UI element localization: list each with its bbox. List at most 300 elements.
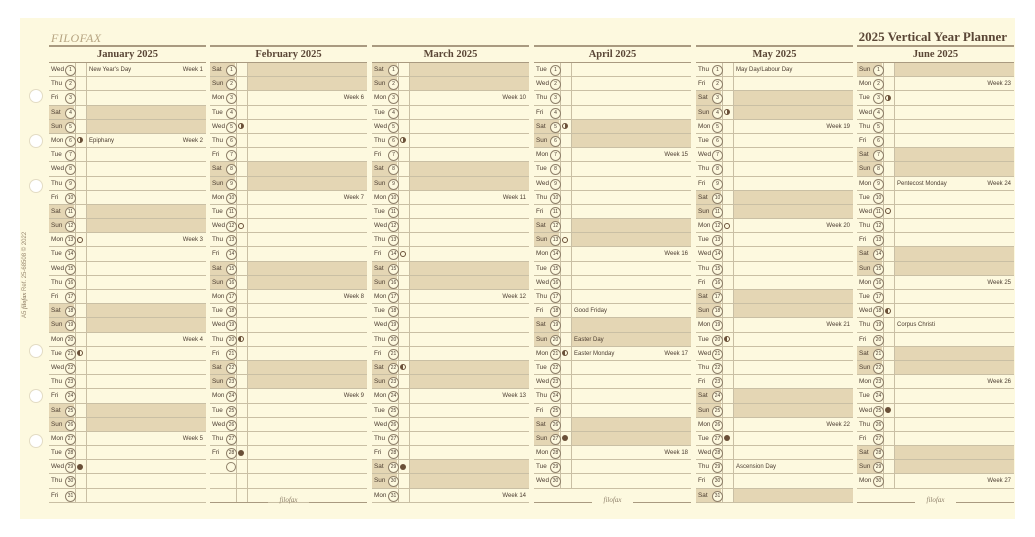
day-row[interactable] [857, 162, 1014, 176]
weekend-shade [571, 318, 691, 331]
column-rule [571, 91, 572, 104]
day-row[interactable] [210, 318, 367, 332]
day-row[interactable] [372, 404, 529, 418]
day-row[interactable] [696, 191, 853, 205]
day-row[interactable] [696, 418, 853, 432]
day-number: 4 [712, 108, 723, 119]
day-row[interactable] [696, 318, 853, 332]
day-row[interactable] [857, 63, 1014, 77]
page-title: 2025 Vertical Year Planner [858, 29, 1007, 44]
day-row[interactable] [534, 134, 691, 148]
day-number: 18 [873, 306, 884, 317]
day-of-week: Fri [536, 406, 544, 414]
week-number: Week 10 [502, 95, 526, 102]
day-number: 29 [873, 462, 884, 473]
day-row[interactable] [372, 106, 529, 120]
day-row[interactable] [210, 162, 367, 176]
column-rule [571, 347, 572, 360]
day-row[interactable] [49, 489, 206, 503]
day-number: 7 [388, 150, 399, 161]
day-row[interactable] [372, 347, 529, 361]
day-row[interactable] [696, 162, 853, 176]
day-row[interactable] [696, 247, 853, 261]
day-of-week: Sun [374, 378, 386, 386]
day-of-week: Fri [51, 193, 59, 201]
day-row[interactable] [857, 191, 1014, 205]
day-row[interactable] [49, 347, 206, 361]
day-row[interactable] [49, 375, 206, 389]
day-row[interactable] [857, 106, 1014, 120]
day-row[interactable] [372, 460, 529, 474]
day-row[interactable] [857, 333, 1014, 347]
column-rule [247, 205, 248, 218]
day-row[interactable] [49, 474, 206, 488]
day-row[interactable] [210, 91, 367, 105]
day-row[interactable] [696, 276, 853, 290]
day-number: 9 [388, 179, 399, 190]
column-rule [409, 446, 410, 459]
holiday-label: New Year's Day [89, 67, 132, 73]
day-row[interactable] [534, 446, 691, 460]
day-number: 3 [65, 93, 76, 104]
day-row[interactable] [857, 304, 1014, 318]
day-of-week: Wed [374, 321, 388, 329]
day-row[interactable] [372, 304, 529, 318]
day-row[interactable] [210, 432, 367, 446]
day-number: 1 [65, 65, 76, 76]
column-rule [247, 318, 248, 331]
column-rule [409, 276, 410, 289]
day-row[interactable] [534, 276, 691, 290]
day-row[interactable] [696, 106, 853, 120]
day-number: 28 [550, 448, 561, 459]
day-row[interactable] [372, 134, 529, 148]
day-row[interactable] [372, 418, 529, 432]
day-of-week: Sun [51, 420, 63, 428]
day-number: 8 [550, 164, 561, 175]
day-number: 29 [388, 462, 399, 473]
binder-hole [29, 434, 43, 448]
column-rule [409, 247, 410, 260]
day-number: 9 [65, 179, 76, 190]
day-row[interactable] [696, 347, 853, 361]
day-row[interactable] [210, 134, 367, 148]
empty-row [210, 474, 367, 488]
day-row[interactable] [696, 233, 853, 247]
moon-phase-icon [562, 435, 568, 441]
day-row[interactable] [696, 63, 853, 77]
day-row[interactable] [49, 404, 206, 418]
day-row[interactable] [696, 219, 853, 233]
column-rule [733, 205, 734, 218]
day-row[interactable] [49, 418, 206, 432]
day-row[interactable] [210, 77, 367, 91]
day-number: 22 [388, 363, 399, 374]
day-row[interactable] [534, 262, 691, 276]
day-row[interactable] [857, 134, 1014, 148]
day-row[interactable] [696, 91, 853, 105]
day-row[interactable] [49, 361, 206, 375]
day-row[interactable] [210, 304, 367, 318]
day-of-week: Sat [51, 108, 61, 116]
day-of-week: Wed [374, 420, 388, 428]
day-row[interactable] [696, 205, 853, 219]
day-row[interactable] [372, 120, 529, 134]
moon-phase-icon [77, 464, 83, 470]
day-row[interactable] [696, 177, 853, 191]
column-rule [894, 162, 895, 175]
day-number: 19 [712, 320, 723, 331]
column-rule [571, 63, 572, 76]
day-row[interactable] [210, 347, 367, 361]
day-of-week: Sun [698, 108, 710, 116]
day-number: 18 [550, 306, 561, 317]
day-of-week: Tue [536, 463, 547, 471]
day-row[interactable] [372, 318, 529, 332]
day-row[interactable] [696, 262, 853, 276]
day-row[interactable] [857, 77, 1014, 91]
day-row[interactable] [534, 63, 691, 77]
column-rule [894, 63, 895, 76]
day-row[interactable] [49, 389, 206, 403]
day-row[interactable] [534, 318, 691, 332]
day-row[interactable] [49, 304, 206, 318]
day-row[interactable] [857, 389, 1014, 403]
day-row[interactable] [49, 63, 206, 77]
day-row[interactable] [210, 177, 367, 191]
day-row[interactable] [857, 460, 1014, 474]
day-row[interactable] [372, 262, 529, 276]
day-number: 24 [226, 391, 237, 402]
day-of-week: Sat [374, 165, 384, 173]
day-row[interactable] [210, 262, 367, 276]
day-row[interactable] [372, 432, 529, 446]
day-row[interactable] [49, 205, 206, 219]
day-row[interactable] [49, 333, 206, 347]
day-row[interactable] [372, 148, 529, 162]
day-number: 8 [226, 164, 237, 175]
column-rule [894, 205, 895, 218]
column-rule [409, 162, 410, 175]
day-number: 2 [388, 79, 399, 90]
day-row[interactable] [534, 91, 691, 105]
day-row[interactable] [210, 361, 367, 375]
day-number: 9 [873, 179, 884, 190]
column-rule [409, 318, 410, 331]
day-of-week: Fri [212, 449, 220, 457]
day-row[interactable] [49, 432, 206, 446]
day-row[interactable] [534, 375, 691, 389]
day-row[interactable] [372, 91, 529, 105]
day-row[interactable] [210, 63, 367, 77]
day-of-week: Sun [212, 378, 224, 386]
day-row[interactable] [49, 276, 206, 290]
day-row[interactable] [534, 404, 691, 418]
day-of-week: Sun [859, 264, 871, 272]
day-row[interactable] [696, 474, 853, 488]
day-row[interactable] [696, 361, 853, 375]
day-row[interactable] [49, 162, 206, 176]
day-number: 3 [550, 93, 561, 104]
day-number: 21 [226, 349, 237, 360]
day-row[interactable] [49, 134, 206, 148]
day-row[interactable] [534, 389, 691, 403]
day-row[interactable] [49, 262, 206, 276]
day-row[interactable] [696, 333, 853, 347]
day-number: 8 [712, 164, 723, 175]
day-row[interactable] [857, 446, 1014, 460]
day-number: 20 [712, 335, 723, 346]
day-row[interactable] [372, 389, 529, 403]
column-rule [733, 162, 734, 175]
day-row[interactable] [49, 177, 206, 191]
day-row[interactable] [534, 460, 691, 474]
day-row[interactable] [857, 347, 1014, 361]
week-number: Week 8 [343, 294, 364, 300]
day-row[interactable] [534, 247, 691, 261]
month-name: June 2025 [857, 45, 1014, 63]
day-row[interactable] [372, 446, 529, 460]
day-row[interactable] [696, 134, 853, 148]
day-row[interactable] [372, 233, 529, 247]
day-row[interactable] [372, 162, 529, 176]
day-row[interactable] [210, 404, 367, 418]
weekend-shade [894, 347, 1014, 360]
day-row[interactable] [210, 418, 367, 432]
day-row[interactable] [857, 91, 1014, 105]
day-row[interactable] [534, 361, 691, 375]
day-number: 7 [873, 150, 884, 161]
day-row[interactable] [210, 375, 367, 389]
column-rule [894, 333, 895, 346]
day-row[interactable] [696, 432, 853, 446]
day-row[interactable] [210, 446, 367, 460]
day-row[interactable] [857, 432, 1014, 446]
day-row[interactable] [534, 333, 691, 347]
week-number: Week 27 [987, 478, 1011, 485]
day-row[interactable] [857, 290, 1014, 304]
weekend-shade [247, 162, 367, 175]
day-row[interactable] [696, 120, 853, 134]
moon-phase-icon [885, 308, 891, 314]
day-row[interactable] [372, 489, 529, 503]
day-number: 30 [388, 476, 399, 487]
day-number: 27 [65, 434, 76, 445]
day-number: 1 [388, 65, 399, 76]
day-row[interactable] [210, 276, 367, 290]
day-row[interactable] [696, 148, 853, 162]
day-row[interactable] [857, 474, 1014, 488]
day-row[interactable] [534, 177, 691, 191]
day-number: 19 [873, 320, 884, 331]
day-of-week: Fri [536, 307, 544, 315]
day-row[interactable] [49, 233, 206, 247]
day-row[interactable] [372, 290, 529, 304]
day-row[interactable] [534, 191, 691, 205]
day-of-week: Mon [698, 122, 711, 130]
day-row[interactable] [49, 318, 206, 332]
day-row[interactable] [534, 148, 691, 162]
day-of-week: Tue [51, 151, 62, 159]
day-row[interactable] [372, 77, 529, 91]
day-row[interactable] [210, 106, 367, 120]
day-of-week: Mon [859, 278, 872, 286]
day-of-week: Tue [374, 406, 385, 414]
day-row[interactable] [372, 333, 529, 347]
day-number: 3 [388, 93, 399, 104]
column-rule [409, 389, 410, 402]
day-row[interactable] [857, 219, 1014, 233]
day-number: 24 [873, 391, 884, 402]
day-row[interactable] [696, 389, 853, 403]
day-number: 16 [550, 278, 561, 289]
day-row[interactable] [210, 389, 367, 403]
day-row[interactable] [210, 290, 367, 304]
month-name: April 2025 [534, 45, 691, 63]
day-of-week: Thu [859, 122, 871, 130]
day-row[interactable] [857, 318, 1014, 332]
day-of-week: Fri [212, 250, 220, 258]
day-row[interactable] [372, 63, 529, 77]
day-row[interactable] [696, 375, 853, 389]
day-row[interactable] [696, 446, 853, 460]
day-row[interactable] [49, 191, 206, 205]
day-row[interactable] [534, 304, 691, 318]
day-row[interactable] [49, 148, 206, 162]
day-row[interactable] [696, 460, 853, 474]
week-number: Week 3 [182, 237, 203, 244]
week-number: Week 23 [987, 81, 1011, 88]
day-row[interactable] [696, 77, 853, 91]
day-row[interactable] [49, 91, 206, 105]
day-number: 29 [65, 462, 76, 473]
day-row[interactable] [857, 404, 1014, 418]
day-row[interactable] [857, 361, 1014, 375]
moon-phase-icon [400, 251, 406, 257]
day-number: 1 [873, 65, 884, 76]
day-row[interactable] [372, 191, 529, 205]
day-row[interactable] [857, 148, 1014, 162]
day-row[interactable] [210, 148, 367, 162]
day-row[interactable] [534, 77, 691, 91]
column-rule [894, 191, 895, 204]
day-row[interactable] [210, 191, 367, 205]
empty-circle-icon [226, 462, 236, 472]
day-row[interactable] [210, 233, 367, 247]
day-row[interactable] [372, 474, 529, 488]
day-row[interactable] [857, 262, 1014, 276]
day-row[interactable] [534, 290, 691, 304]
day-row[interactable] [210, 219, 367, 233]
day-row[interactable] [372, 177, 529, 191]
weekend-shade [894, 262, 1014, 275]
day-row[interactable] [49, 247, 206, 261]
day-row[interactable] [210, 333, 367, 347]
day-of-week: Tue [536, 264, 547, 272]
day-row[interactable] [696, 304, 853, 318]
day-number: 2 [712, 79, 723, 90]
weekend-shade [894, 148, 1014, 161]
day-row[interactable] [534, 432, 691, 446]
day-number: 24 [550, 391, 561, 402]
column-rule [894, 318, 895, 331]
day-row[interactable] [857, 276, 1014, 290]
day-of-week: Thu [698, 363, 710, 371]
weekend-shade [733, 304, 853, 317]
day-row[interactable] [857, 247, 1014, 261]
day-row[interactable] [210, 120, 367, 134]
day-row[interactable] [857, 177, 1014, 191]
day-row[interactable] [49, 446, 206, 460]
day-row[interactable] [534, 120, 691, 134]
day-row[interactable] [534, 219, 691, 233]
day-row[interactable] [372, 276, 529, 290]
day-of-week: Tue [536, 363, 547, 371]
day-number: 24 [65, 391, 76, 402]
day-row[interactable] [49, 120, 206, 134]
weekend-shade [571, 134, 691, 147]
column-rule [86, 276, 87, 289]
day-row[interactable] [696, 404, 853, 418]
day-row[interactable] [210, 205, 367, 219]
day-row[interactable] [857, 375, 1014, 389]
week-number: Week 6 [343, 95, 364, 102]
day-row[interactable] [210, 247, 367, 261]
day-row[interactable] [49, 219, 206, 233]
day-row[interactable] [857, 205, 1014, 219]
day-row[interactable] [857, 418, 1014, 432]
day-of-week: Wed [212, 420, 226, 428]
column-rule [894, 389, 895, 402]
day-row[interactable] [49, 290, 206, 304]
day-row[interactable] [49, 460, 206, 474]
day-row[interactable] [857, 120, 1014, 134]
day-row[interactable] [49, 77, 206, 91]
day-row[interactable] [534, 418, 691, 432]
day-number: 15 [712, 264, 723, 275]
day-row[interactable] [534, 474, 691, 488]
day-row[interactable] [372, 205, 529, 219]
day-row[interactable] [857, 233, 1014, 247]
day-row[interactable] [534, 205, 691, 219]
day-number: 9 [226, 179, 237, 190]
day-number: 25 [550, 406, 561, 417]
day-row[interactable] [696, 290, 853, 304]
day-row[interactable] [372, 361, 529, 375]
day-row[interactable] [534, 347, 691, 361]
column-rule [409, 489, 410, 502]
day-of-week: Mon [212, 293, 225, 300]
column-rule [86, 148, 87, 161]
day-number: 30 [873, 476, 884, 487]
day-row[interactable] [534, 233, 691, 247]
moon-phase-icon [562, 237, 568, 243]
day-row[interactable] [49, 106, 206, 120]
day-of-week: Sat [374, 363, 384, 371]
day-row[interactable] [534, 106, 691, 120]
day-number: 2 [550, 79, 561, 90]
day-row[interactable] [372, 375, 529, 389]
day-row[interactable] [372, 219, 529, 233]
column-rule [894, 304, 895, 317]
day-row[interactable] [372, 247, 529, 261]
day-number: 6 [873, 136, 884, 147]
day-row[interactable] [696, 489, 853, 503]
column-rule [86, 233, 87, 246]
day-row[interactable] [534, 162, 691, 176]
column-rule [894, 432, 895, 445]
month-name: February 2025 [210, 45, 367, 63]
